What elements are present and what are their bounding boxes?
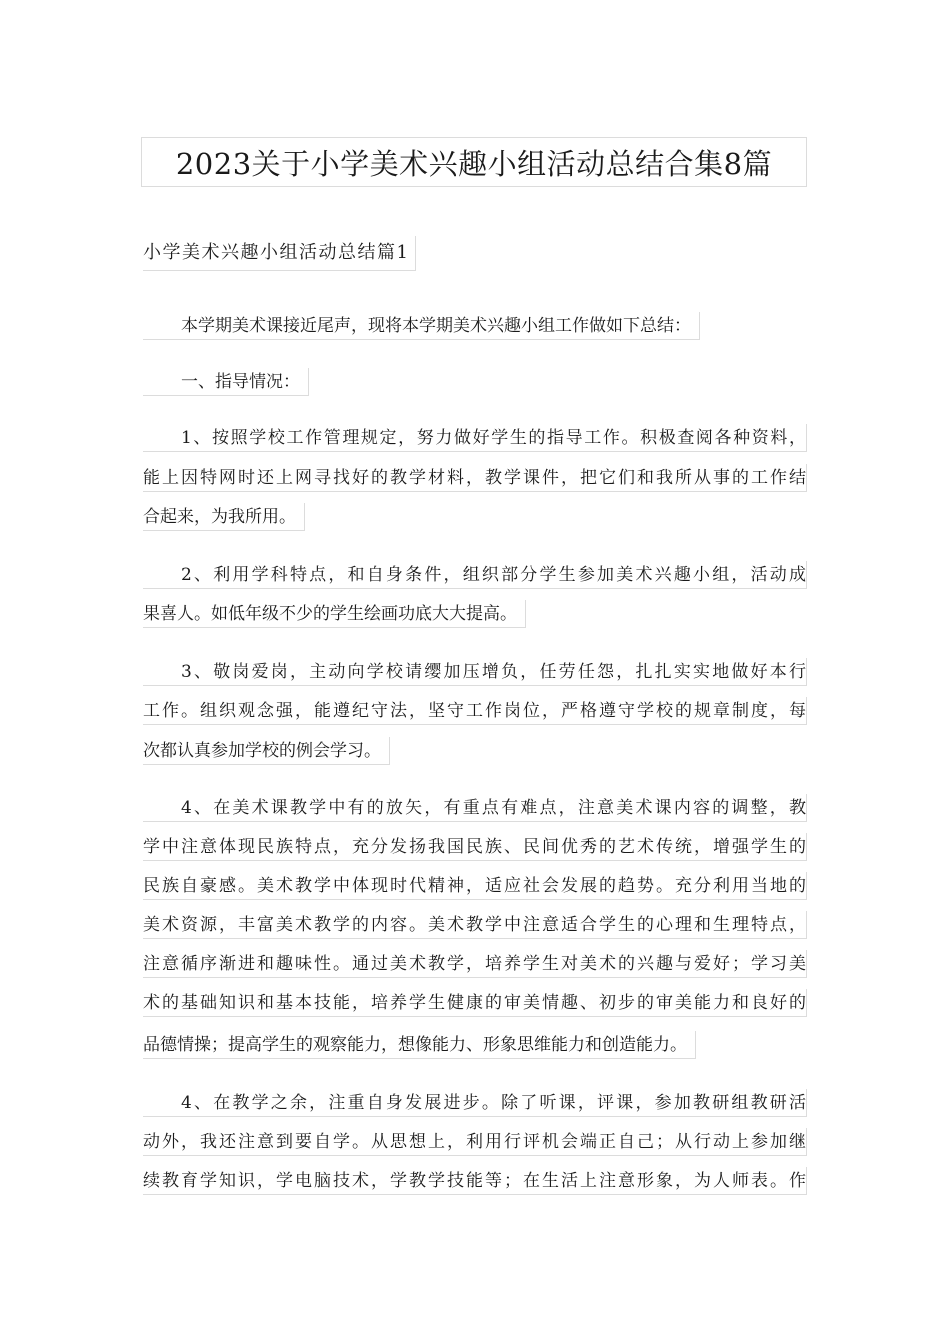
paragraph-line: 4、在美术课教学中有的放矢，有重点有难点，注意美术课内容的调整，教 — [143, 794, 807, 822]
paragraph-line: 美术资源，丰富美术教学的内容。美术教学中注意适合学生的心理和生理特点， — [143, 911, 807, 939]
paragraph-line: 4、在教学之余，注重自身发展进步。除了听课，评课，参加教研组教研活 — [143, 1089, 807, 1117]
paragraph-line: 动外，我还注意到要自学。从思想上，利用行评机会端正自己；从行动上参加继 — [143, 1128, 807, 1156]
section-heading: 小学美术兴趣小组活动总结篇1 — [143, 236, 416, 271]
paragraph-line: 品德情操；提高学生的观察能力，想像能力、形象思维能力和创造能力。 — [143, 1031, 696, 1059]
paragraph-line: 合起来，为我所用。 — [143, 503, 305, 531]
paragraph-line: 1、按照学校工作管理规定，努力做好学生的指导工作。积极查阅各种资料， — [143, 424, 807, 452]
paragraph-line: 工作。组织观念强，能遵纪守法，坚守工作岗位，严格遵守学校的规章制度，每 — [143, 697, 807, 725]
paragraph-line: 注意循序渐进和趣味性。通过美术教学，培养学生对美术的兴趣与爱好；学习美 — [143, 950, 807, 978]
paragraph-line: 2、利用学科特点，和自身条件，组织部分学生参加美术兴趣小组，活动成 — [143, 561, 807, 589]
paragraph-line: 次都认真参加学校的例会学习。 — [143, 737, 390, 765]
part-heading: 一、指导情况： — [143, 368, 309, 396]
paragraph-line: 能上因特网时还上网寻找好的教学材料，教学课件，把它们和我所从事的工作结 — [143, 464, 807, 492]
document-title: 2023关于小学美术兴趣小组活动总结合集8篇 — [141, 137, 807, 187]
paragraph-line: 续教育学知识，学电脑技术，学教学技能等；在生活上注意形象，为人师表。作 — [143, 1167, 807, 1195]
paragraph-line: 果喜人。如低年级不少的学生绘画功底大大提高。 — [143, 600, 526, 628]
paragraph-line: 术的基础知识和基本技能，培养学生健康的审美情趣、初步的审美能力和良好的 — [143, 989, 807, 1017]
intro-line: 本学期美术课接近尾声，现将本学期美术兴趣小组工作做如下总结： — [143, 312, 700, 340]
paragraph-line: 3、敬岗爱岗，主动向学校请缨加压增负，任劳任怨，扎扎实实地做好本行 — [143, 658, 807, 686]
paragraph-line: 学中注意体现民族特点，充分发扬我国民族、民间优秀的艺术传统，增强学生的 — [143, 833, 807, 861]
paragraph-line: 民族自豪感。美术教学中体现时代精神，适应社会发展的趋势。充分利用当地的 — [143, 872, 807, 900]
